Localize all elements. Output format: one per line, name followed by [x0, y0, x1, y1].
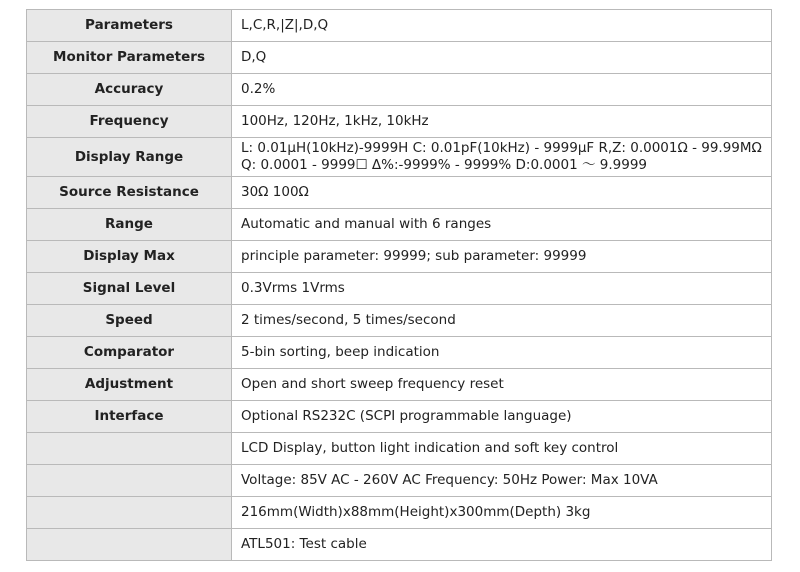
- spec-value: 2 times/second, 5 times/second: [232, 305, 772, 337]
- spec-value: L: 0.01μH(10kHz)-9999H C: 0.01pF(10kHz) - 9999μF R,Z: 0.0001Ω - 99.99MΩ Q: 0.0001 - 9999☐ Δ%:-9999% - 9999% D:0.0001 ～ 9.9999: [232, 138, 772, 177]
- spec-label: Display Max: [27, 241, 232, 273]
- spec-row-adjustment: [27, 369, 772, 401]
- spec-value: 100Hz, 120Hz, 1kHz, 10kHz: [232, 106, 772, 138]
- spec-value: Open and short sweep frequency reset: [232, 369, 772, 401]
- spec-value: Optional RS232C (SCPI programmable language): [232, 401, 772, 433]
- spec-value: D,Q: [232, 42, 772, 74]
- spec-label: Signal Level: [27, 273, 232, 305]
- spec-value: L,C,R,|Z|,D,Q: [232, 10, 772, 42]
- spec-label: [27, 433, 232, 465]
- spec-label: Comparator: [27, 337, 232, 369]
- spec-row-display-max: [27, 241, 772, 273]
- spec-value: Voltage: 85V AC - 260V AC Frequency: 50Hz Power: Max 10VA: [232, 465, 772, 497]
- spec-row-range: [27, 209, 772, 241]
- spec-label: [27, 497, 232, 529]
- spec-row-display: [27, 433, 772, 465]
- spec-row-parameters: [27, 10, 772, 42]
- spec-row-accuracy: [27, 74, 772, 106]
- spec-row-signal-level: [27, 273, 772, 305]
- spec-label: Source Resistance: [27, 177, 232, 209]
- spec-value: 0.2%: [232, 74, 772, 106]
- spec-label: [27, 529, 232, 561]
- spec-label: Range: [27, 209, 232, 241]
- spec-value: 216mm(Width)x88mm(Height)x300mm(Depth) 3kg: [232, 497, 772, 529]
- spec-label: Parameters: [27, 10, 232, 42]
- spec-value: principle parameter: 99999; sub parameter: 99999: [232, 241, 772, 273]
- spec-row-dimensions: [27, 497, 772, 529]
- spec-value: ATL501: Test cable: [232, 529, 772, 561]
- spec-label: Speed: [27, 305, 232, 337]
- spec-row-accessories: [27, 529, 772, 561]
- spec-label: Interface: [27, 401, 232, 433]
- spec-row-speed: [27, 305, 772, 337]
- spec-label: Adjustment: [27, 369, 232, 401]
- spec-label: [27, 465, 232, 497]
- spec-label: Display Range: [27, 138, 232, 177]
- spec-row-display-range: [27, 138, 772, 177]
- spec-value: 30Ω 100Ω: [232, 177, 772, 209]
- spec-row-power: [27, 465, 772, 497]
- spec-row-frequency: [27, 106, 772, 138]
- spec-value: 0.3Vrms 1Vrms: [232, 273, 772, 305]
- spec-row-source-resistance: [27, 177, 772, 209]
- spec-table: [26, 9, 772, 561]
- spec-value: LCD Display, button light indication and soft key control: [232, 433, 772, 465]
- spec-value: 5-bin sorting, beep indication: [232, 337, 772, 369]
- spec-label: Frequency: [27, 106, 232, 138]
- spec-label: Monitor Parameters: [27, 42, 232, 74]
- spec-row-monitor-parameters: [27, 42, 772, 74]
- spec-row-interface: [27, 401, 772, 433]
- spec-value: Automatic and manual with 6 ranges: [232, 209, 772, 241]
- spec-label: Accuracy: [27, 74, 232, 106]
- spec-row-comparator: [27, 337, 772, 369]
